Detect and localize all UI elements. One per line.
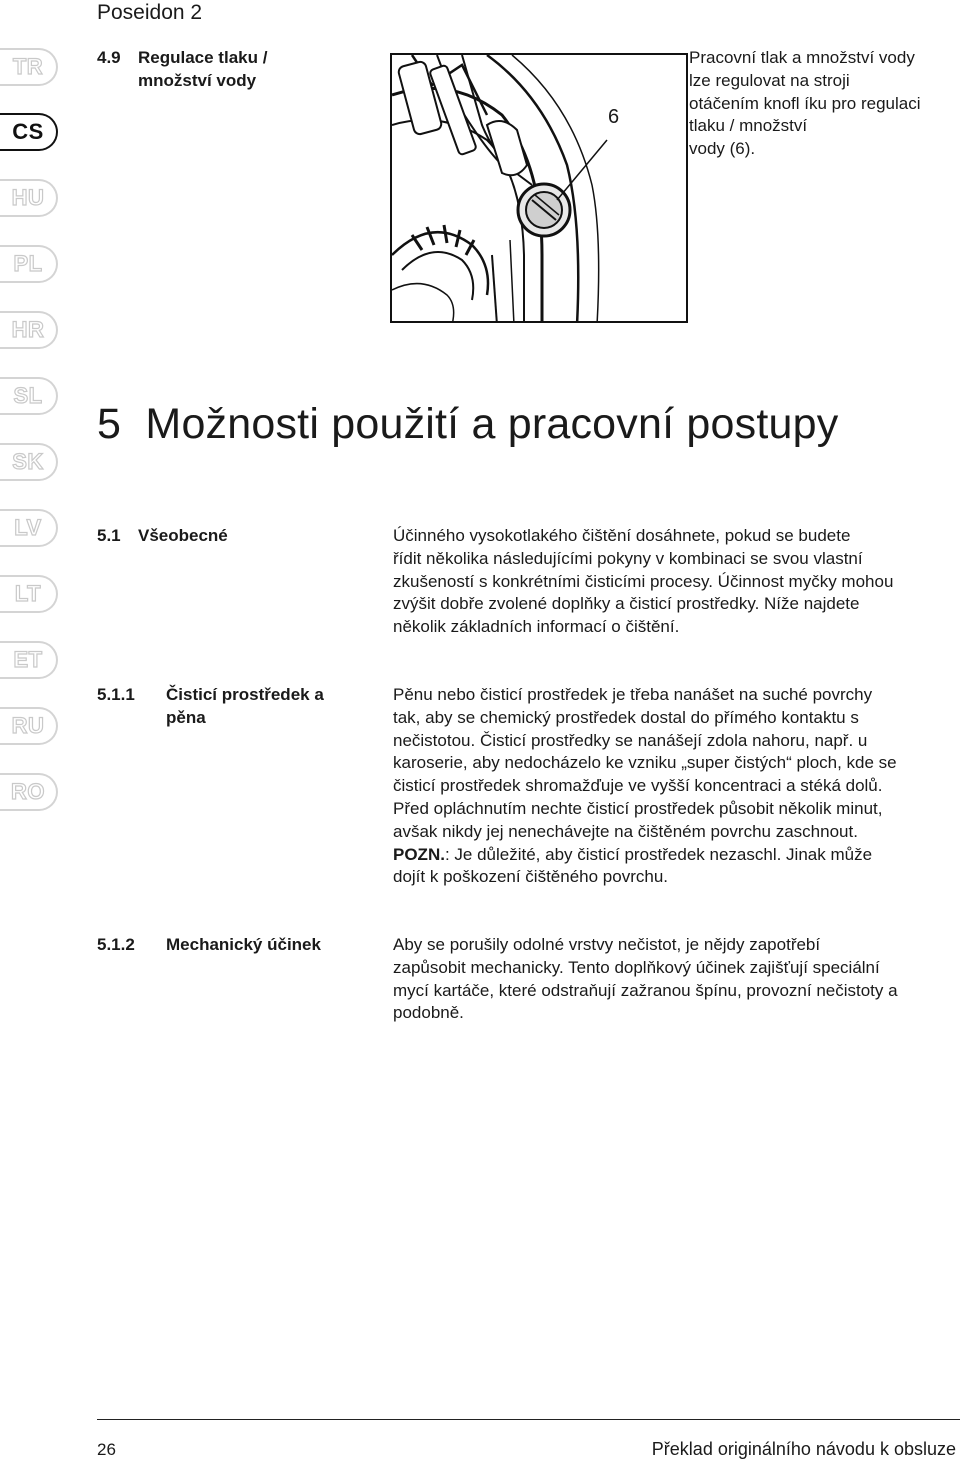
footer-title: Překlad originálního návodu k obsluze	[651, 1439, 956, 1459]
section-5-1-2-title: Mechanický účinek	[166, 935, 321, 954]
text-line: Pracovní tlak a množství vody	[689, 48, 915, 67]
language-tab-et[interactable]: ET	[0, 641, 58, 679]
language-tab-ru[interactable]: RU	[0, 707, 58, 745]
language-tab-lv[interactable]: LV	[0, 509, 58, 547]
language-tab-hr[interactable]: HR	[0, 311, 58, 349]
text-line: lze regulovat na stroji	[689, 70, 850, 90]
page-number: 26	[97, 1440, 116, 1459]
text-line: Aby se porušily odolné vrstvy nečistot, je nějdy zapotřebí	[393, 935, 821, 954]
footer-divider	[97, 1419, 960, 1420]
text-line: několik základních informací o čištění.	[393, 617, 680, 637]
text-line: otáčením knofl íku pro regulaci	[689, 93, 921, 113]
section-5-1-1-title-line1: Čisticí prostředek a	[166, 685, 324, 704]
section-4-9-title-line1: Regulace tlaku /	[138, 48, 268, 67]
language-tab-pl[interactable]: PL	[0, 245, 58, 283]
section-4-9-title-line2: množství vody	[138, 71, 257, 90]
text-line: Účinného vysokotlakého čištění dosáhnete, pokud se budete	[393, 526, 851, 545]
section-5-1-2-text	[393, 934, 898, 1025]
language-tab-ro[interactable]: RO	[0, 773, 58, 811]
note-text: : Je důležité, aby čisticí prostředek nezaschl. Jinak může	[444, 844, 873, 864]
section-4-9-text	[689, 47, 921, 161]
section-4-9-number: 4.9	[97, 48, 121, 67]
document-header-title: Poseidon 2	[97, 1, 203, 24]
text-line: řídit několika následujícími pokyny v kombinaci se svou vlastní	[393, 548, 863, 568]
section-5-1-1-number: 5.1.1	[97, 685, 135, 704]
section-5-1-1-text	[393, 684, 897, 889]
language-tab-lt[interactable]: LT	[0, 575, 58, 613]
text-line: čisticí prostředek shromažďuje ve vyšší koncentraci a stéká dolů.	[393, 776, 883, 796]
section-5-1-text	[393, 525, 893, 639]
text-line: vody (6).	[689, 139, 756, 159]
text-line: avšak nikdy jej nenechávejte na čištěném povrchu zaschnout.	[393, 821, 858, 841]
text-line: nečistotou. Čisticí prostředky se nanášejí zdola nahoru, např. u	[393, 730, 868, 750]
text-line: mycí kartáče, které odstraňují zažranou špínu, provozní nečistoty a	[393, 980, 898, 1000]
language-tab-cs[interactable]: CS	[0, 113, 58, 151]
text-line: tak, aby se chemický prostředek dostal do přímého kontaktu s	[393, 707, 859, 727]
note-line-2: dojít k poškození čištěného povrchu.	[393, 867, 668, 887]
figure-callout-6: 6	[608, 106, 620, 128]
text-line: karoserie, aby nedocházelo ke vzniku „super čistých“ ploch, kde se	[393, 753, 897, 773]
note-label: POZN.	[393, 844, 445, 864]
language-tab-sl[interactable]: SL	[0, 377, 58, 415]
pressure-washer-drawing	[392, 55, 688, 323]
note-line	[393, 844, 897, 867]
pressure-regulator-illustration	[390, 53, 688, 323]
text-line: Pěnu nebo čisticí prostředek je třeba nanášet na suché povrchy	[393, 685, 873, 704]
section-5-1-2-number: 5.1.2	[97, 935, 135, 954]
chapter-number: 5	[97, 400, 122, 448]
chapter-heading	[97, 398, 838, 450]
language-tab-sk[interactable]: SK	[0, 443, 58, 481]
text-line: zvýšit dobře zvolené doplňky a čisticí prostředky. Níže najdete	[393, 594, 860, 614]
text-line: Před opláchnutím nechte čisticí prostředek působit několik minut,	[393, 798, 883, 818]
language-tab-tr[interactable]: TR	[0, 48, 58, 86]
section-5-1-number: 5.1	[97, 526, 121, 545]
text-line: zkušeností s konkrétními čisticími procesy. Účinnost myčky mohou	[393, 571, 894, 591]
chapter-title: Možnosti použití a pracovní postupy	[145, 400, 839, 448]
text-line: zapůsobit mechanicky. Tento doplňkový účinek zajišťují speciální	[393, 957, 880, 977]
language-tab-hu[interactable]: HU	[0, 179, 58, 217]
section-5-1-1-title-line2: pěna	[166, 708, 206, 727]
text-line: podobně.	[393, 1003, 464, 1023]
text-line: tlaku / množství	[689, 116, 808, 136]
section-5-1-title: Všeobecné	[138, 526, 228, 545]
